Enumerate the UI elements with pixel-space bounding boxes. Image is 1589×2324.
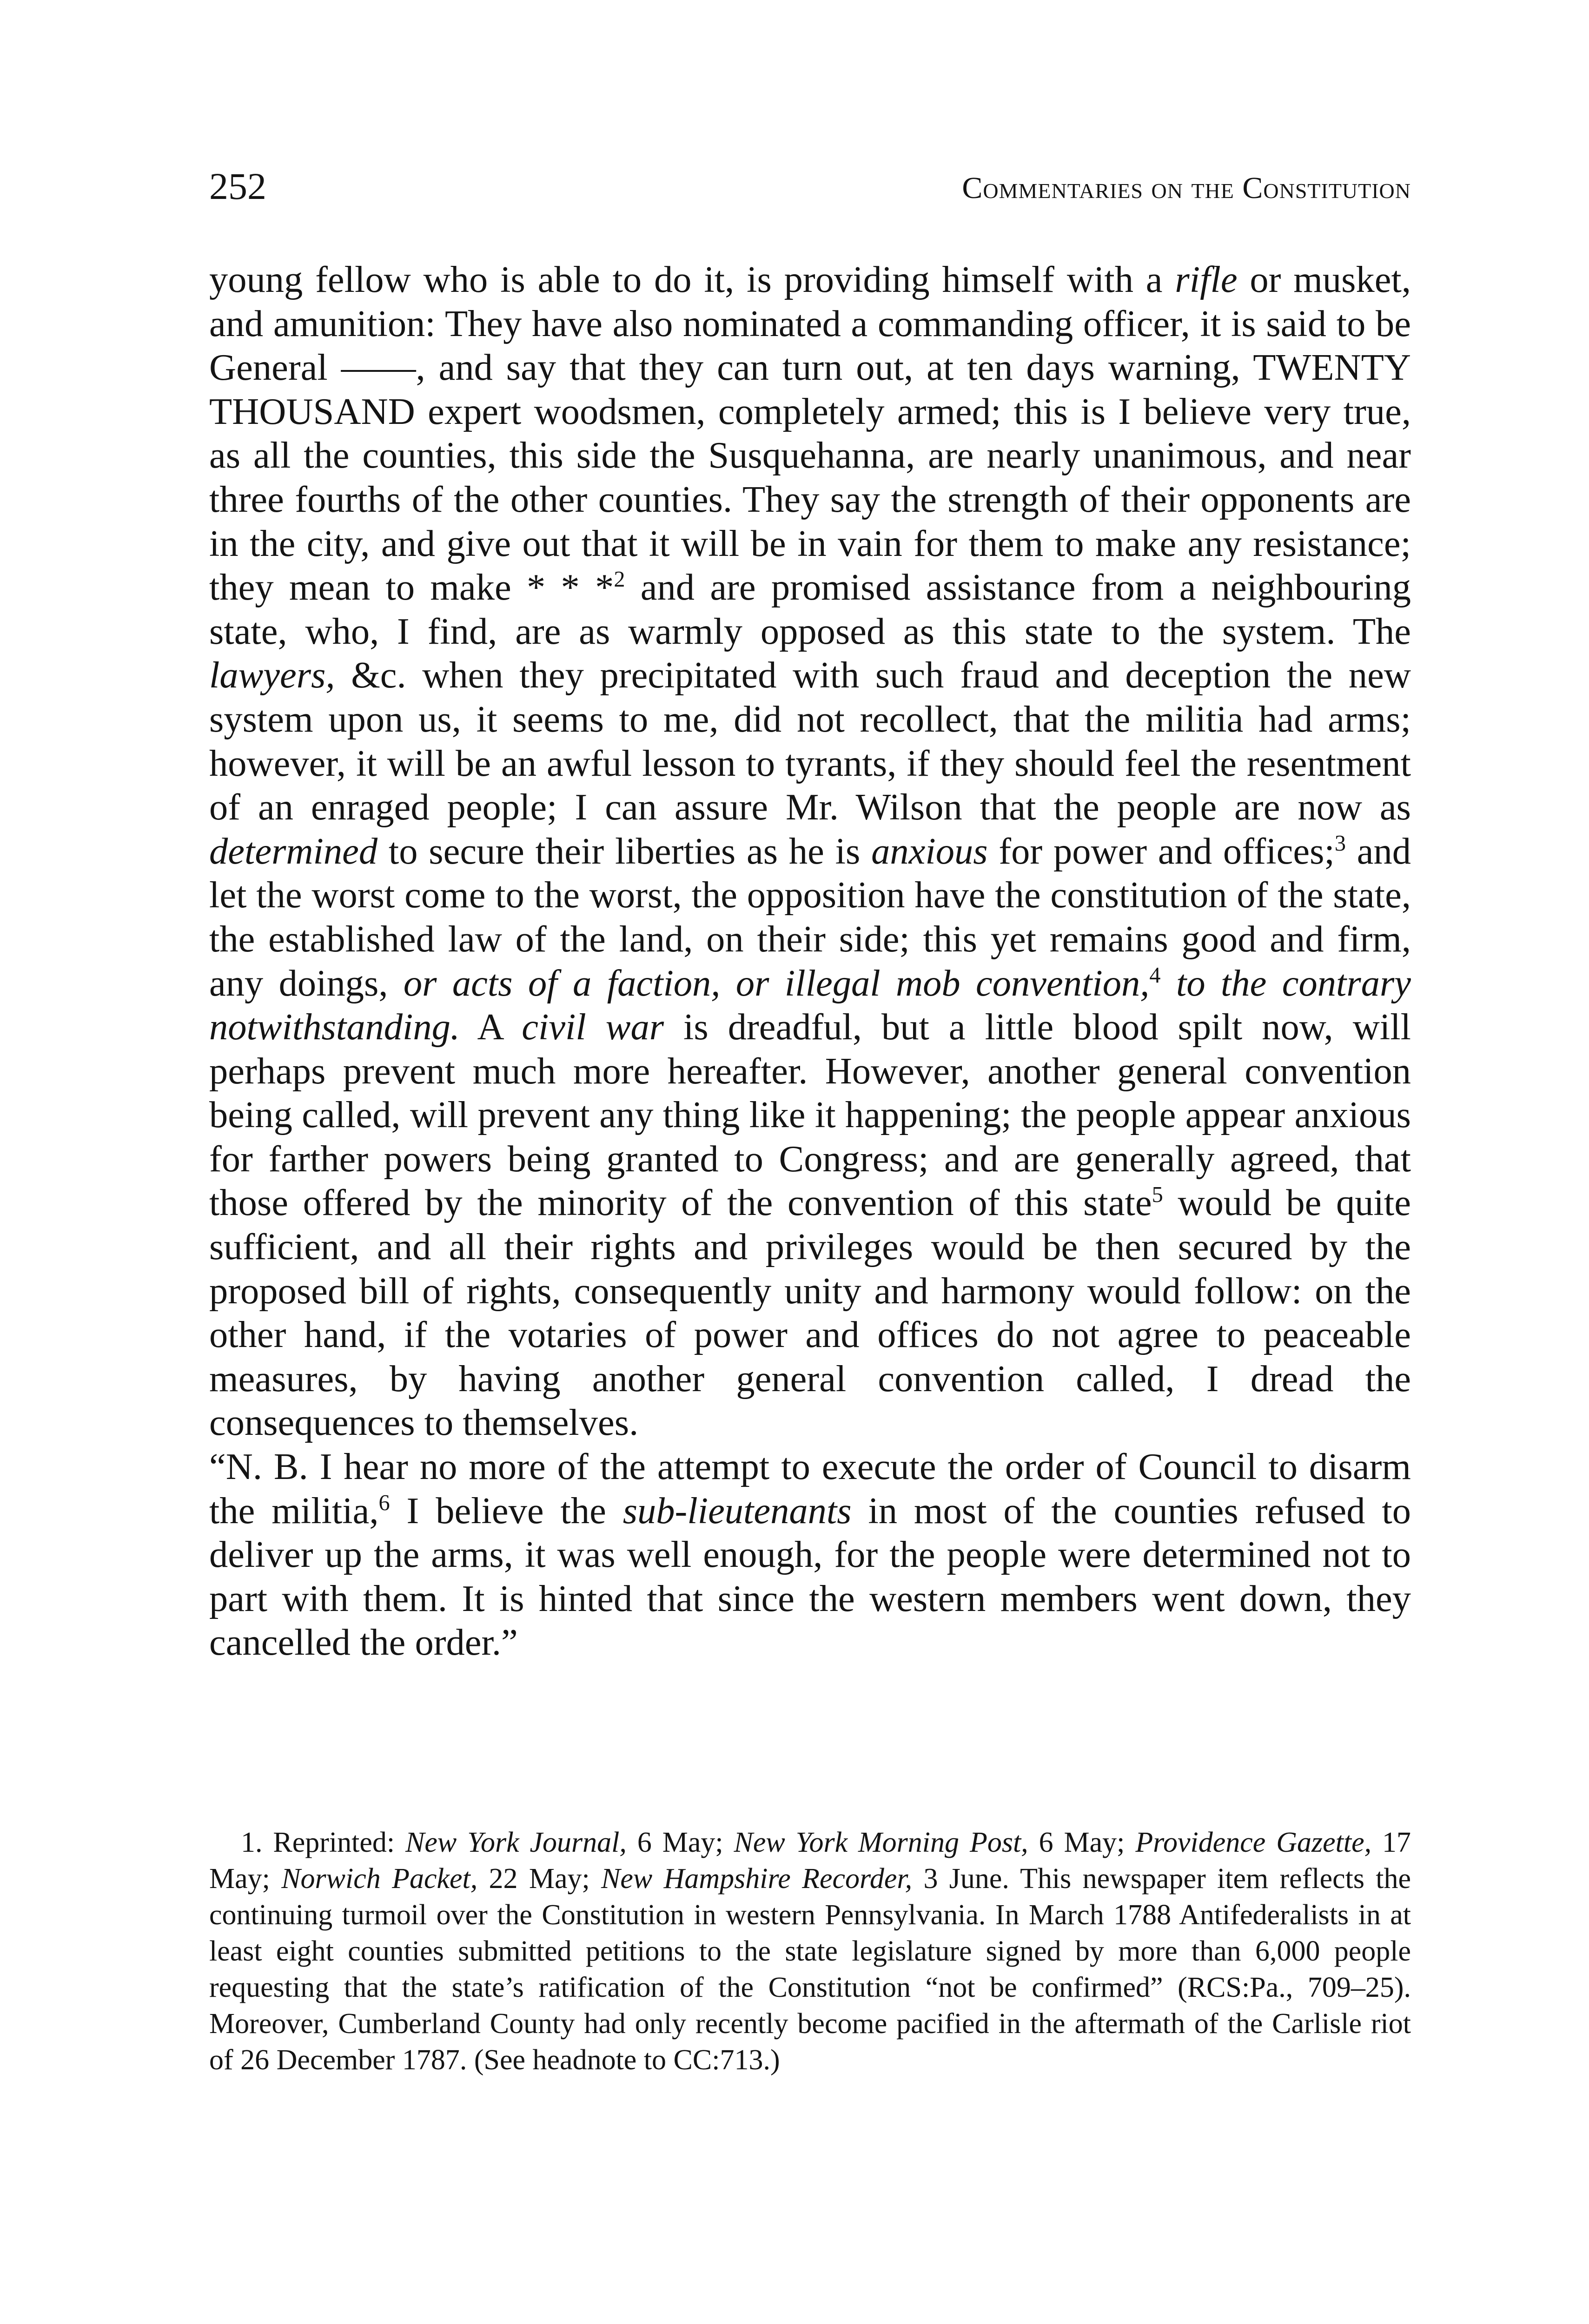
italic-text: New York Morning Post, (734, 1827, 1028, 1858)
italic-text: Providence Gazette, (1135, 1827, 1372, 1858)
footnotes (209, 1824, 1411, 2078)
nota-bene-paragraph: “N. B. I hear no more of the attempt to execute the order of Council to disarm the militia,$^6$ I believe the sub-lieutenants in most of the counties refused to deliver up the arms, it was well enough, for the people were determined not to part with them. It is hinted that since the western members went down, they cancelled the order.” (209, 1446, 1411, 1664)
footnote-reference: 3 (1334, 831, 1346, 856)
footnote-reference: 4 (1149, 963, 1161, 988)
italic-text: New Hampshire Recorder, (601, 1863, 913, 1895)
italic-text: or acts of a faction, or illegal mob convention, (403, 962, 1150, 1004)
footnote-reference: 2 (614, 567, 625, 592)
footnote-reference: 5 (1152, 1182, 1163, 1208)
italic-text: lawyers, (209, 654, 335, 696)
italic-text: Norwich Packet, (281, 1863, 478, 1895)
italic-text: New York Journal, (405, 1827, 627, 1858)
italic-text: anxious (871, 830, 988, 872)
italic-text: civil war (522, 1006, 664, 1048)
footnote-1: 1. Reprinted: New York Journal, 6 May; New York Morning Post, 6 May; Providence Gazette, 17 May; Norwich Packet, 22 May; New Hampshire Recorder, 3 June. This newspaper item reflects the continuing turmoil over the Constitution in western Pennsylvania. In March 1788 Antifederalists in at least eight counties submitted petitions to the state legislature signed by more than 6,000 people requesting that the state’s ratification of the Constitution “not be confirmed” (RCS:Pa., 709–25). Moreover, Cumberland County had only recently become pacified in the aftermath of the Carlisle riot of 26 December 1787. (See headnote to CC:713.) (209, 1827, 1411, 2076)
footnote-reference: 6 (378, 1490, 390, 1515)
italic-text: determined (209, 830, 378, 872)
page-number: 252 (209, 165, 266, 207)
body-text (209, 258, 1411, 1665)
body-paragraph: young fellow who is able to do it, is providing himself with a rifle or musket, and amunition: They have also nominated a commanding officer, it is said to be General ——, and say that they can turn out, at ten days warning, TWENTY THOUSAND expert woodsmen, completely armed; this is I believe very true, as all the counties, this side the Susquehanna, are nearly unanimous, and near three fourths of the other counties. They say the strength of their opponents are in the city, and give out that it will be in vain for them to make any resistance; they mean to make * * *$^2$ and are promised assistance from a neighbouring state, who, I find, are as warmly opposed as this state to the system. The lawyers, &c. when they precipitated with such fraud and deception the new system upon us, it seems to me, did not recollect, that the militia had arms; however, it will be an awful lesson to tyrants, if they should feel the resentment of an enraged people; I can assure Mr. Wilson that the people are now as determined to secure their liberties as he is anxious for power and offices;$^3$ and let the worst come to the worst, the opposition have the constitution of the state, the established law of the land, on their side; this yet remains good and firm, any doings, or acts of a faction, or illegal mob convention,$^4$ to the contrary notwithstanding. A civil war is dreadful, but a little blood spilt now, will perhaps prevent much more hereafter. However, another general convention being called, will prevent any thing like it happening; the people appear anxious for farther powers being granted to Congress; and are generally agreed, that those offered by the minority of the convention of this state$^5$ would be quite sufficient, and all their rights and privileges would be then secured by the proposed bill of rights, consequently unity and harmony would follow: on the other hand, if the votaries of power and offices do not agree to peaceable measures, by having another general convention called, I dread the consequences to themselves. (209, 259, 1411, 1444)
italic-text: to the contrary notwithstanding. (209, 962, 1411, 1048)
italic-text: sub-lieutenants (622, 1490, 852, 1532)
italic-text: rifle (1175, 259, 1238, 300)
running-head: Commentaries on the Constitution (962, 171, 1411, 205)
